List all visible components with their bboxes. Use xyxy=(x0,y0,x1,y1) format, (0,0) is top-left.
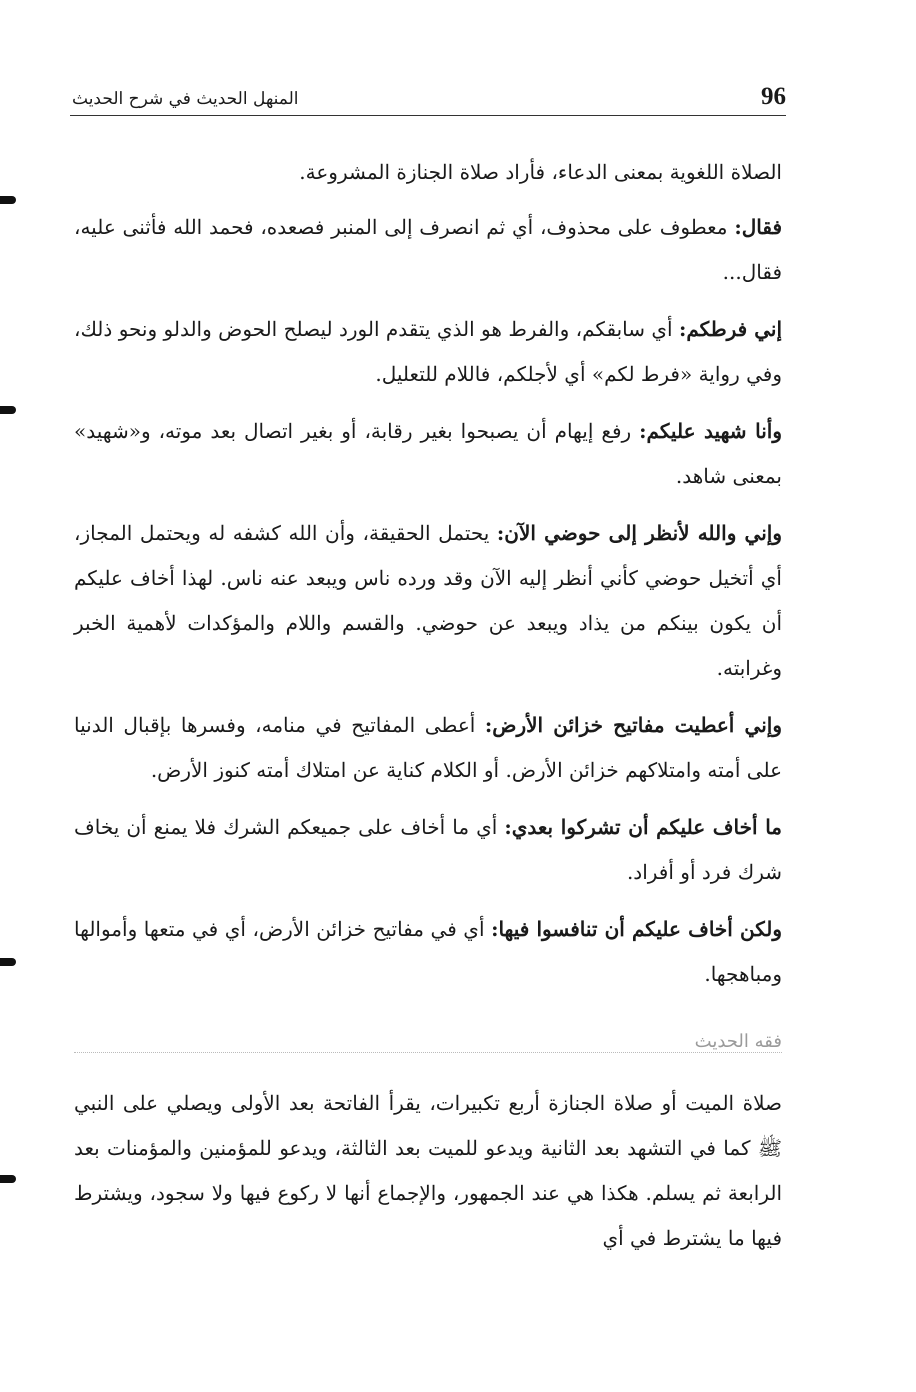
section-rule xyxy=(74,1052,782,1053)
section-paragraph xyxy=(74,1081,782,1261)
paragraph-text: يحتمل الحقيقة، وأن الله كشفه له ويحتمل المجاز، أي أتخيل حوضي كأني أنظر إليه الآن وقد ورده ناس ويبعد عنه ناس. لهذا أخاف عليكم أن يكون بينكم من يذاد ويبعد عن حوضي. والقسم واللام والمؤكدات لأهمية الخبر وغرابته. xyxy=(74,521,782,680)
paragraph xyxy=(74,205,782,295)
page-edge-mark xyxy=(0,406,16,414)
paragraph xyxy=(74,150,782,195)
paragraph-term: ولكن أخاف عليكم أن تنافسوا فيها: xyxy=(491,917,782,941)
paragraph-text: أي ما أخاف على جميعكم الشرك فلا يمنع أن يخاف شرك فرد أو أفراد. xyxy=(74,815,782,884)
paragraph-term: فقال: xyxy=(734,215,782,239)
paragraph-text: صلاة الميت أو صلاة الجنازة أربع تكبيرات، يقرأ الفاتحة بعد الأولى ويصلي على النبي ﷺ كما في التشهد بعد الثانية ويدعو للميت بعد الثالثة، ويدعو للمؤمنين والمؤمنات بعد الرابعة ثم يسلم. هكذا هي عند الجمهور، والإجماع أنها لا ركوع فيها ولا سجود، ويشترط فيها ما يشترط في أي xyxy=(74,1091,782,1250)
paragraph-term: وإني أعطيت مفاتيح خزائن الأرض: xyxy=(484,713,782,737)
paragraph-term: إني فرطكم: xyxy=(678,317,782,341)
paragraph-text: رفع إيهام أن يصبحوا بغير رقابة، أو بغير اتصال بعد موته، و«شهيد» بمعنى شاهد. xyxy=(74,419,782,488)
section-heading: فقه الحديث xyxy=(694,1031,782,1052)
paragraph-text: أي في مفاتيح خزائن الأرض، أي في متعها وأموالها ومباهجها. xyxy=(74,917,782,986)
section-heading-block xyxy=(74,1017,782,1057)
paragraph xyxy=(74,805,782,895)
paragraph xyxy=(74,409,782,499)
paragraph-text: أعطى المفاتيح في منامه، وفسرها بإقبال الدنيا على أمته وامتلاكهم خزائن الأرض. أو الكلام كناية عن امتلاك أمته كنوز الأرض. xyxy=(74,713,782,782)
page-edge-mark xyxy=(0,958,16,966)
paragraph-term: وأنا شهيد عليكم: xyxy=(639,419,782,443)
page-header xyxy=(70,82,786,116)
paragraph xyxy=(74,703,782,793)
paragraph xyxy=(74,907,782,997)
header-rule xyxy=(70,115,786,116)
page-number: 96 xyxy=(761,83,786,110)
paragraph-text: أي سابقكم، والفرط هو الذي يتقدم الورد ليصلح الحوض والدلو ونحو ذلك، وفي رواية «فرط لكم» أي لأجلكم، فاللام للتعليل. xyxy=(74,317,782,386)
paragraph xyxy=(74,307,782,397)
paragraph-text: الصلاة اللغوية بمعنى الدعاء، فأراد صلاة الجنازة المشروعة. xyxy=(299,160,782,184)
paragraph-term: وإني والله لأنظر إلى حوضي الآن: xyxy=(496,521,782,545)
paragraph-text: معطوف على محذوف، أي ثم انصرف إلى المنبر فصعده، فحمد الله فأثنى عليه، فقال... xyxy=(74,215,782,284)
paragraph-term: ما أخاف عليكم أن تشركوا بعدي: xyxy=(504,815,782,839)
page-edge-mark xyxy=(0,196,16,204)
running-title: المنهل الحديث في شرح الحديث xyxy=(72,89,299,109)
page-body xyxy=(74,150,782,1273)
page-edge-mark xyxy=(0,1175,16,1183)
paragraph xyxy=(74,511,782,691)
